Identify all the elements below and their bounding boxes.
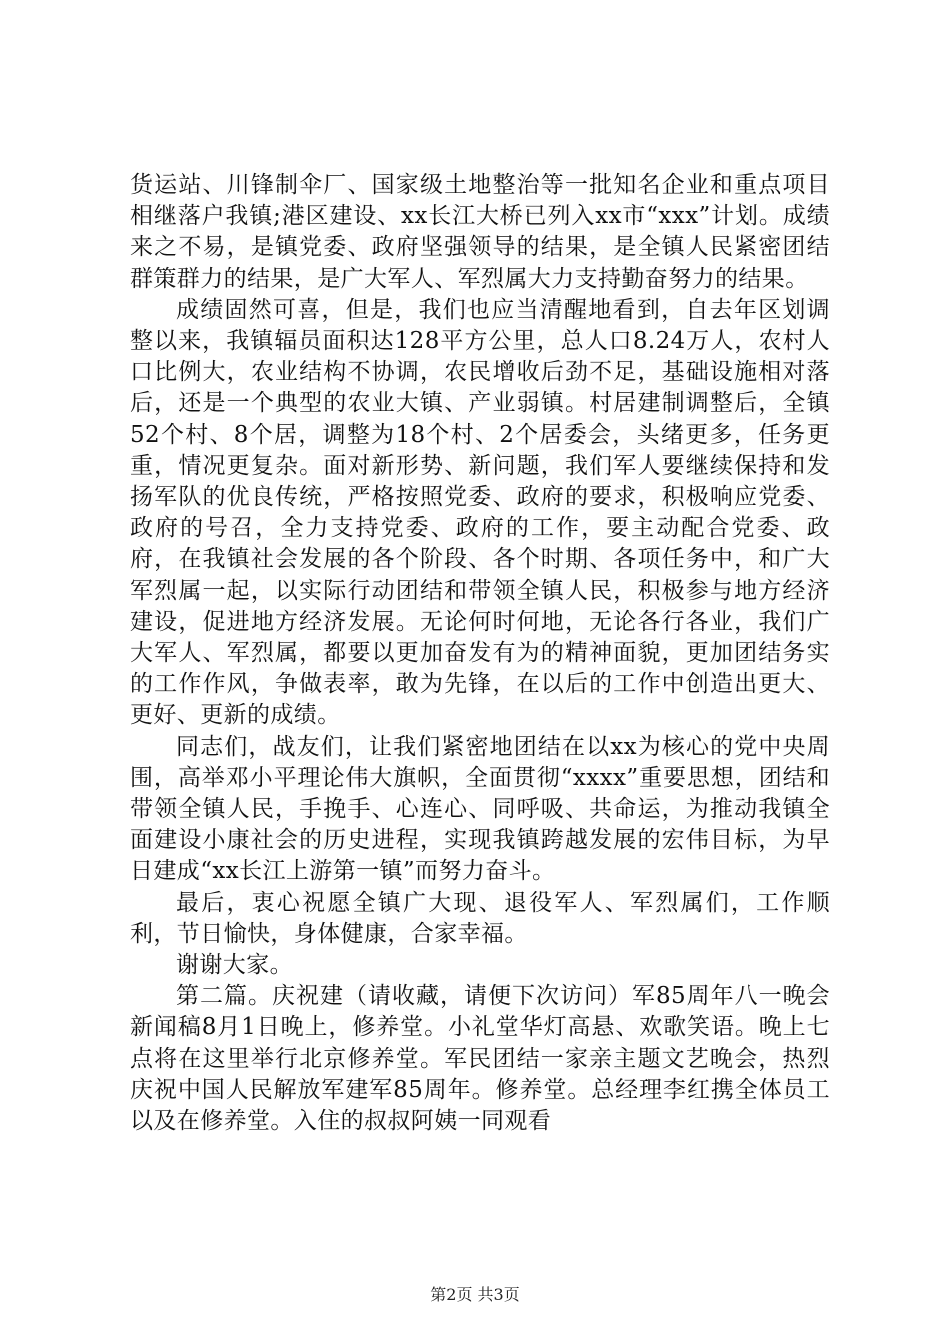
paragraph-5: 谢谢大家。 [176, 952, 293, 979]
paragraph-4: 最后，衷心祝愿全镇广大现、退役军人、军烈属们，工作顺利，节日愉快，身体健康，合家幸福。 [130, 889, 830, 947]
page-number-footer: 第2页 共3页 [430, 1285, 520, 1304]
paragraph-1: 货运站、川锋制伞厂、国家级土地整治等一批知名企业和重点项目相继落户我镇;港区建设、xx长江大桥已列入xx市“xxx”计划。成绩来之不易，是镇党委、政府坚强领导的结果，是全镇人民紧密团结群策群力的结果，是广大军人、军烈属大力支持勤奋努力的结果。 [130, 172, 830, 292]
paragraph-6: 第二篇。庆祝建（请收藏，请便下次访问）军85周年八一晚会新闻稿8月1日晚上，修养堂。小礼堂华灯高悬、欢歌笑语。晚上七点将在这里举行北京修养堂。军民团结一家亲主题文艺晚会，热烈庆祝中国人民解放军建军85周年。修养堂。总经理李红携全体员工以及在修养堂。入住的叔叔阿姨一同观看 [130, 983, 830, 1135]
paragraph-2: 成绩固然可喜，但是，我们也应当清醒地看到，自去年区划调整以来，我镇辐员面积达128平方公里，总人口8.24万人，农村人口比例大，农业结构不协调，农民增收后劲不足，基础设施相对落后，还是一个典型的农业大镇、产业弱镇。村居建制调整后，全镇52个村、8个居，调整为18个村、2个居委会，头绪更多，任务更重，情况更复杂。面对新形势、新问题，我们军人要继续保持和发扬军队的优良传统，严格按照党委、政府的要求，积极响应党委、政府的号召，全力支持党委、政府的工作，要主动配合党委、政府，在我镇社会发展的各个阶段、各个时期、各项任务中，和广大军烈属一起，以实际行动团结和带领全镇人民，积极参与地方经济建设，促进地方经济发展。无论何时何地，无论各行各业，我们广大军人、军烈属，都要以更加奋发有为的精神面貌，更加团结务实的工作作风，争做表率，敢为先锋，在以后的工作中创造出更大、更好、更新的成绩。 [130, 296, 830, 729]
paragraph-3: 同志们，战友们，让我们紧密地团结在以xx为核心的党中央周围，高举邓小平理论伟大旗帜，全面贯彻“xxxx”重要思想，团结和带领全镇人民，手挽手、心连心、同呼吸、共命运，为推动我镇全面建设小康社会的历史进程，实现我镇跨越发展的宏伟目标，为早日建成“xx长江上游第一镇”而努力奋斗。 [130, 733, 830, 885]
document-body [130, 170, 830, 1137]
